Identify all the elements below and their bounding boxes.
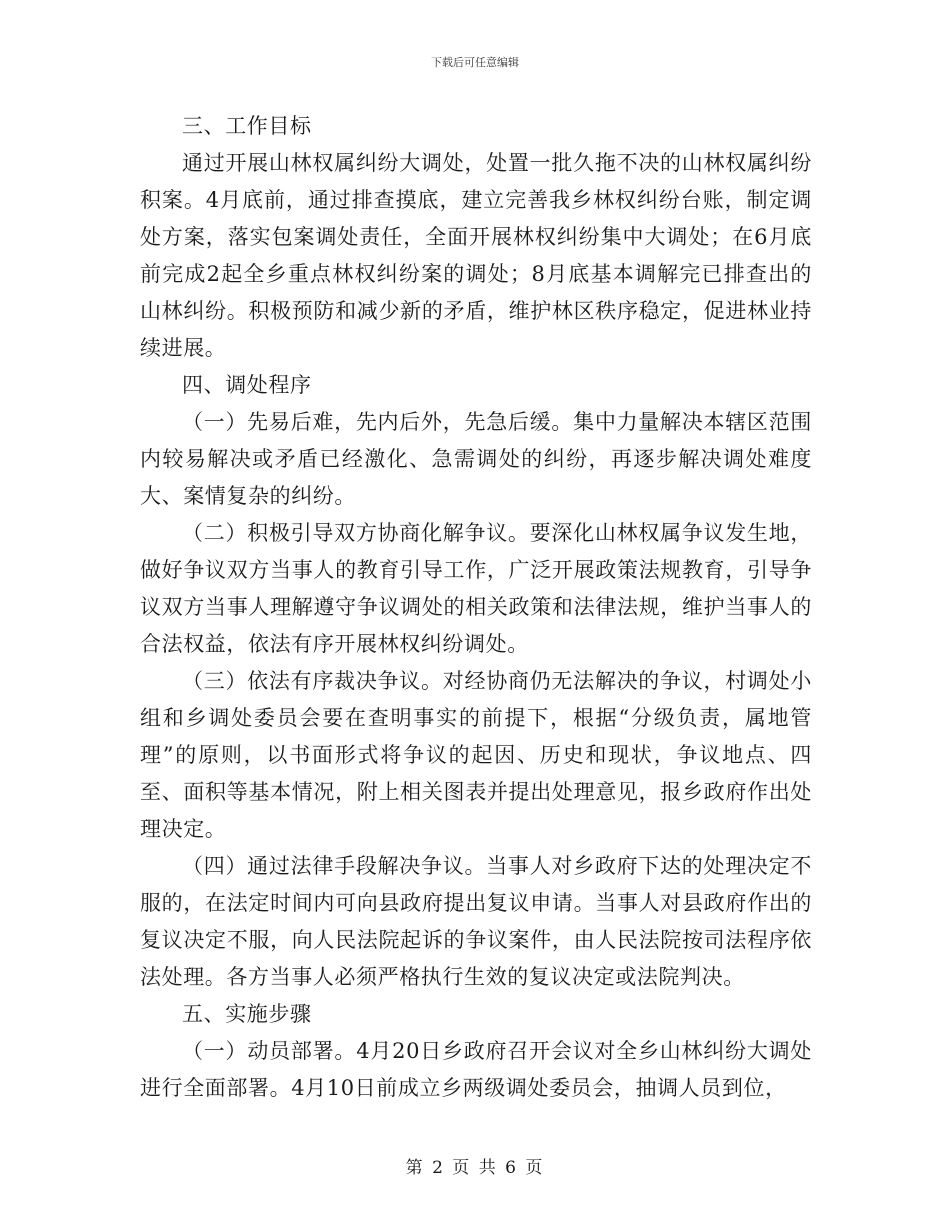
page-number: 第 2 页 共 6 页 [405,1158,545,1178]
paragraph-procedure-2: （二）积极引导双方协商化解争议。要深化山林权属争议发生地，做好争议双方当事人的教育引导工作，广泛开展政策法规教育，引导争议双方当事人理解遵守争议调处的相关政策和法律法规，维护当事人的合法权益，依法有序开展林权纠纷调处。 [140,521,812,656]
section-heading-procedure: 四、调处程序 [182,373,312,397]
page-header-note: 下载后可任意编辑 [431,56,519,69]
paragraph-procedure-4: （四）通过法律手段解决争议。当事人对乡政府下达的处理决定不服的，在法定时间内可向县政府提出复议申请。当事人对县政府作出的复议决定不服，向人民法院起诉的争议案件，由人民法院按司法程序依法处理。各方当事人必须严格执行生效的复议决定或法院判决。 [140,854,812,989]
section-heading-goals: 三、工作目标 [182,114,312,138]
section-heading-steps: 五、实施步骤 [182,1002,312,1026]
paragraph-procedure-3: （三）依法有序裁决争议。对经协商仍无法解决的争议，村调处小组和乡调处委员会要在查明事实的前提下，根据“分级负责，属地管理”的原则，以书面形式将争议的起因、历史和现状，争议地点、四至、面积等基本情况，附上相关图表并提出处理意见，报乡政府作出处理决定。 [140,669,812,841]
paragraph-goals: 通过开展山林权属纠纷大调处，处置一批久拖不决的山林权属纠纷积案。4月底前，通过排查摸底，建立完善我乡林权纠纷台账，制定调处方案，落实包案调处责任，全面开展林权纠纷集中大调处；在6月底前完成2起全乡重点林权纠纷案的调处；8月底基本调解完已排查出的山林纠纷。积极预防和减少新的矛盾，维护林区秩序稳定，促进林业持续进展。 [140,151,812,360]
paragraph-procedure-1: （一）先易后难，先内后外，先急后缓。集中力量解决本辖区范围内较易解决或矛盾已经激化、急需调处的纠纷，再逐步解决调处难度大、案情复杂的纠纷。 [140,410,812,508]
paragraph-steps-1: （一）动员部署。4月20日乡政府召开会议对全乡山林纠纷大调处进行全面部署。4月10日前成立乡两级调处委员会，抽调人员到位， [140,1039,812,1100]
document-body [140,108,812,1107]
